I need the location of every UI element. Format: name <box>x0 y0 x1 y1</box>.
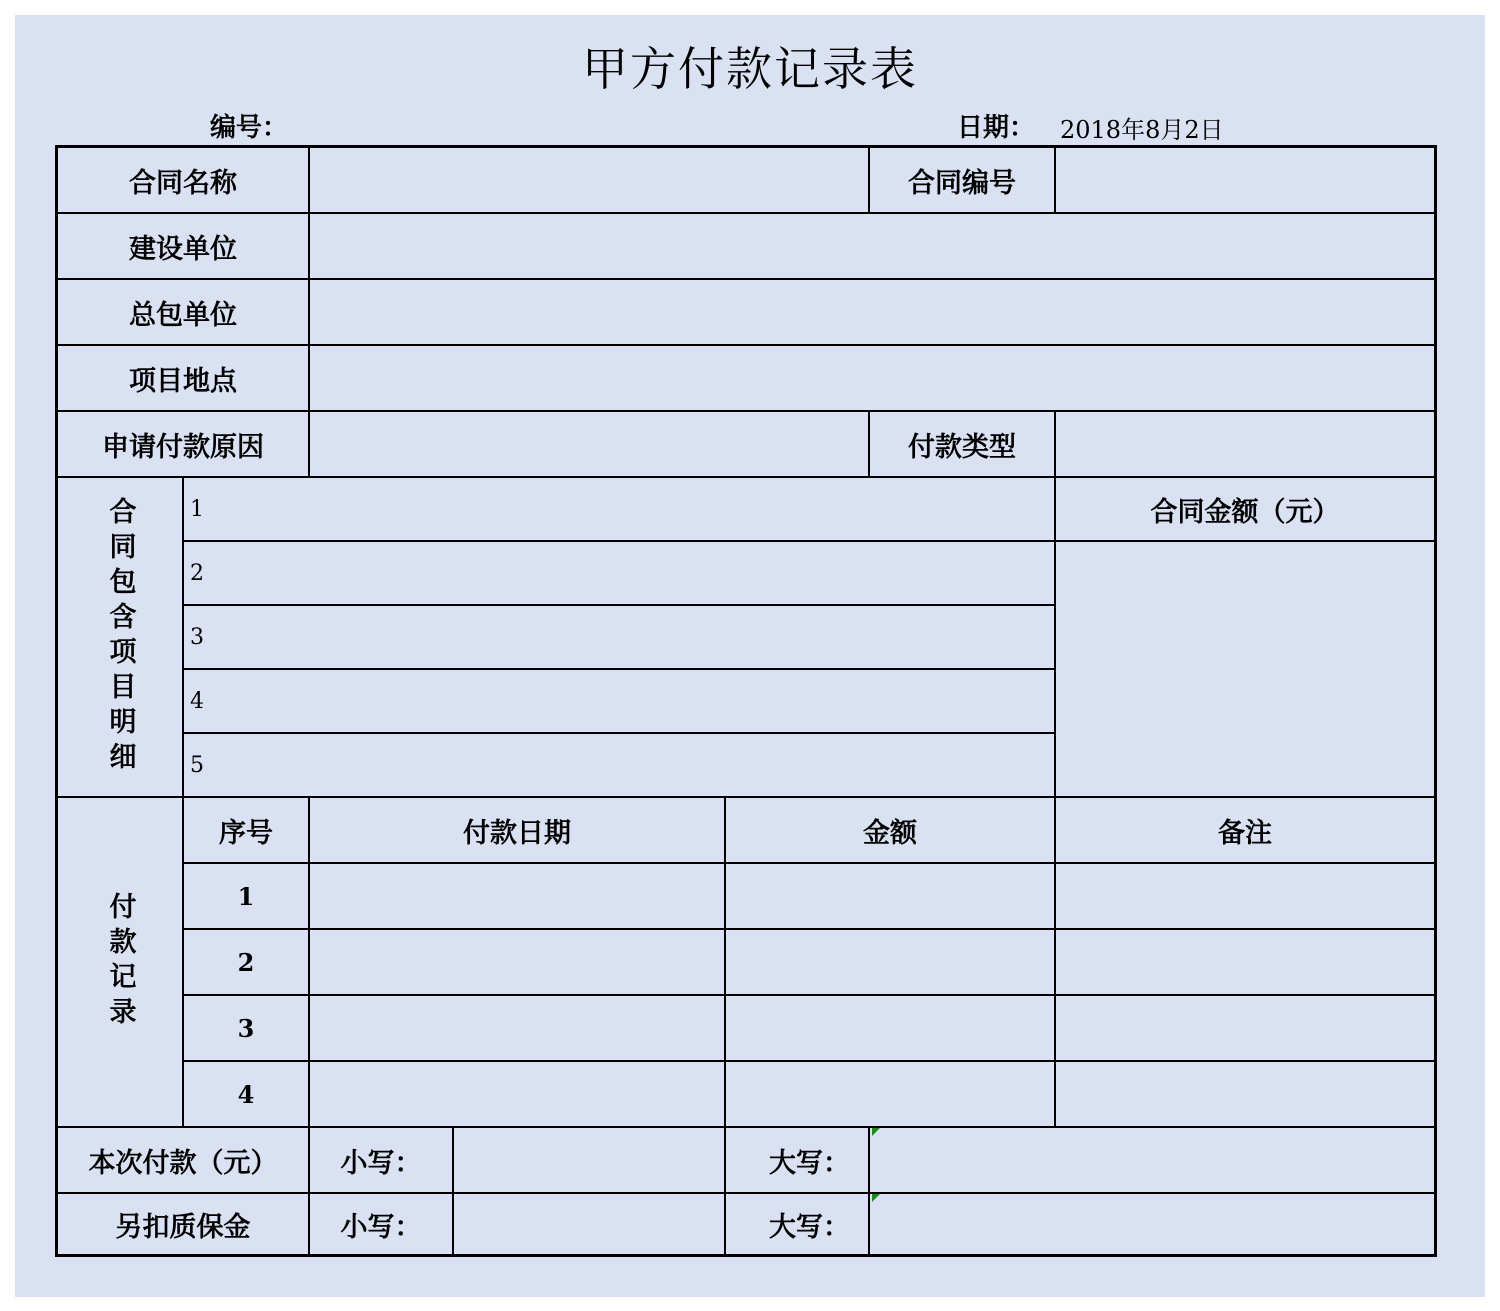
item-row-2[interactable]: 2 <box>184 542 1056 606</box>
payment-seq-3: 3 <box>184 996 310 1062</box>
retention-lowercase-input[interactable] <box>454 1194 726 1254</box>
this-payment-lowercase-label: 小写： <box>310 1128 454 1194</box>
retention-lowercase-label: 小写： <box>310 1194 454 1254</box>
project-location-label: 项目地点 <box>58 346 310 412</box>
cell-marker-icon <box>872 1194 880 1202</box>
contract-name-input[interactable] <box>310 148 870 214</box>
form-grid <box>55 145 1437 1257</box>
items-section-label <box>58 478 184 798</box>
this-payment-uppercase-label: 大写： <box>726 1128 870 1194</box>
payment-type-input[interactable] <box>1056 412 1434 478</box>
construction-unit-label: 建设单位 <box>58 214 310 280</box>
payment-reason-input[interactable] <box>310 412 870 478</box>
items-section-text: 合同包含项目明细 <box>104 497 136 777</box>
this-payment-label: 本次付款（元） <box>58 1128 310 1194</box>
project-location-input[interactable] <box>310 346 1434 412</box>
item-row-4[interactable]: 4 <box>184 670 1056 734</box>
item-row-3[interactable]: 3 <box>184 606 1056 670</box>
retention-label: 另扣质保金 <box>58 1194 310 1254</box>
payment-remark-2[interactable] <box>1056 930 1434 996</box>
this-payment-lowercase-input[interactable] <box>454 1128 726 1194</box>
general-contractor-input[interactable] <box>310 280 1434 346</box>
amount-header: 金额 <box>726 798 1056 864</box>
payment-amount-4[interactable] <box>726 1062 1056 1128</box>
payment-record-sheet <box>15 15 1485 1297</box>
payment-reason-label: 申请付款原因 <box>58 412 310 478</box>
contract-no-label: 合同编号 <box>870 148 1056 214</box>
retention-uppercase-input[interactable] <box>870 1194 1434 1254</box>
cell-marker-icon <box>872 1128 880 1136</box>
remark-header: 备注 <box>1056 798 1434 864</box>
payment-seq-2: 2 <box>184 930 310 996</box>
payment-date-4[interactable] <box>310 1062 726 1128</box>
payments-section-label <box>58 798 184 1128</box>
payment-type-label: 付款类型 <box>870 412 1056 478</box>
contract-amount-input[interactable] <box>1056 542 1434 798</box>
construction-unit-input[interactable] <box>310 214 1434 280</box>
contract-amount-header: 合同金额（元） <box>1056 478 1434 542</box>
retention-uppercase-label: 大写： <box>726 1194 870 1254</box>
payment-remark-1[interactable] <box>1056 864 1434 930</box>
contract-no-input[interactable] <box>1056 148 1434 214</box>
date-label: 日期： <box>957 113 1036 143</box>
payments-section-text: 付款记录 <box>104 892 136 1032</box>
page-title: 甲方付款记录表 <box>582 42 918 96</box>
contract-name-label: 合同名称 <box>58 148 310 214</box>
seq-header: 序号 <box>184 798 310 864</box>
general-contractor-label: 总包单位 <box>58 280 310 346</box>
date-value[interactable]: 2018年8月2日 <box>1060 116 1224 144</box>
this-payment-uppercase-input[interactable] <box>870 1128 1434 1194</box>
payment-remark-3[interactable] <box>1056 996 1434 1062</box>
number-label: 编号： <box>210 113 289 143</box>
payment-remark-4[interactable] <box>1056 1062 1434 1128</box>
item-row-1[interactable]: 1 <box>184 478 1056 542</box>
payment-amount-1[interactable] <box>726 864 1056 930</box>
payment-seq-1: 1 <box>184 864 310 930</box>
item-row-5[interactable]: 5 <box>184 734 1056 798</box>
payment-amount-3[interactable] <box>726 996 1056 1062</box>
payment-date-3[interactable] <box>310 996 726 1062</box>
payment-date-header: 付款日期 <box>310 798 726 864</box>
payment-date-2[interactable] <box>310 930 726 996</box>
payment-date-1[interactable] <box>310 864 726 930</box>
payment-seq-4: 4 <box>184 1062 310 1128</box>
payment-amount-2[interactable] <box>726 930 1056 996</box>
